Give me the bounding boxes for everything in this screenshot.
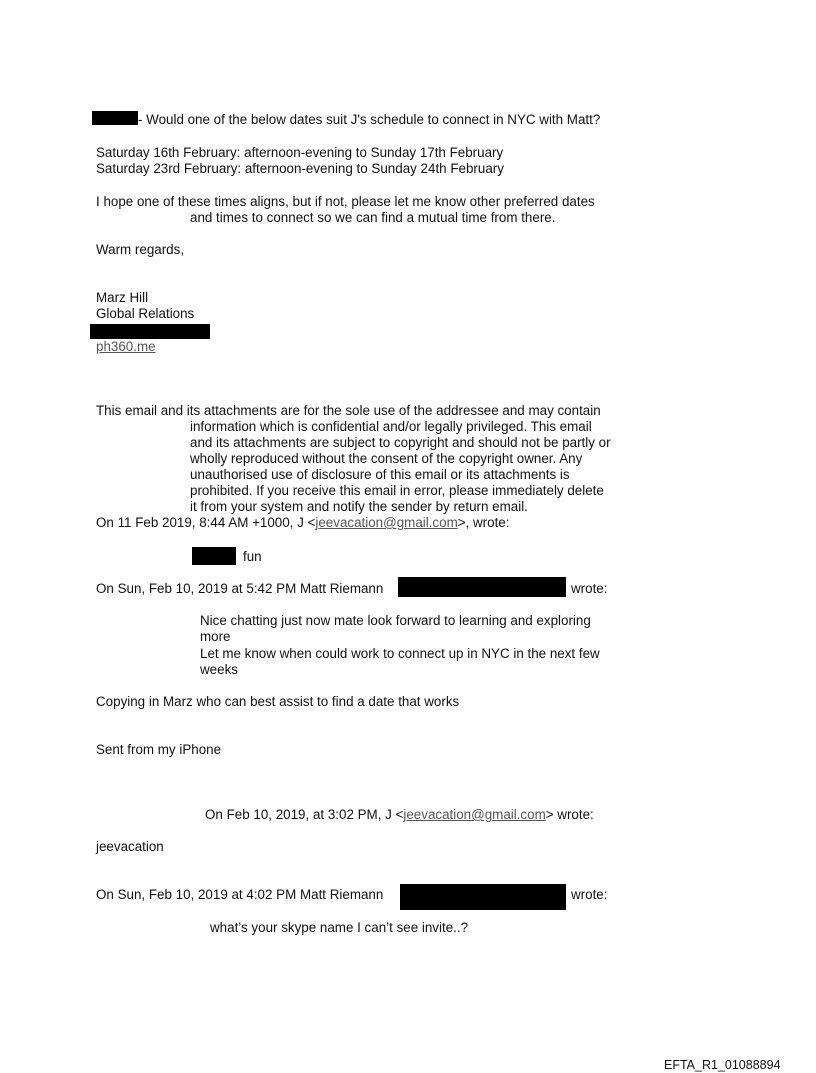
disclaimer-line: information which is confidential and/or legally privileged. This email bbox=[190, 419, 592, 434]
copying-text: Copying in Marz who can best assist to find a date that works bbox=[96, 694, 460, 709]
reply2-header-suffix: wrote: bbox=[571, 581, 608, 596]
reply1-prefix: On 11 Feb 2019, 8:44 AM +1000, J < bbox=[96, 515, 316, 530]
reply1-suffix: >, wrote: bbox=[457, 515, 510, 530]
reply4-body: what’s your skype name I can’t see invite..? bbox=[210, 920, 469, 935]
redaction-box bbox=[92, 111, 138, 125]
reply2-body-line: Nice chatting just now mate look forward to learning and exploring bbox=[200, 613, 591, 628]
reply2-body-line: more bbox=[200, 629, 231, 644]
hope-line-1: I hope one of these times aligns, but if not, please let me know other preferred dates bbox=[96, 194, 595, 209]
disclaimer-line-1: This email and its attachments are for the sole use of the addressee and may contain bbox=[96, 403, 601, 418]
reply3-email-link[interactable]: jeevacation@gmail.com bbox=[403, 807, 546, 822]
disclaimer-line: wholly reproduced without the consent of the copyright owner. Any bbox=[190, 451, 583, 466]
reply1-header bbox=[96, 515, 509, 531]
date-option-2: Saturday 23rd February: afternoon-evening to Sunday 24th February bbox=[96, 161, 504, 176]
disclaimer-line: and its attachments are subject to copyright and should not be partly or bbox=[190, 435, 611, 450]
reply3-body: jeevacation bbox=[96, 839, 164, 854]
reply3-header bbox=[205, 807, 594, 823]
disclaimer-line: it from your system and notify the sender by return email. bbox=[190, 499, 528, 514]
reply4-header-prefix: On Sun, Feb 10, 2019 at 4:02 PM Matt Riemann bbox=[96, 887, 384, 902]
date-option-1: Saturday 16th February: afternoon-evening to Sunday 17th February bbox=[96, 145, 504, 160]
redaction-box bbox=[90, 324, 210, 339]
disclaimer-line: unauthorised use of disclosure of this email or its attachments is bbox=[190, 467, 570, 482]
reply4-header-suffix: wrote: bbox=[571, 887, 608, 902]
redaction-box bbox=[400, 884, 566, 910]
signature-link[interactable]: ph360.me bbox=[96, 339, 156, 354]
signature-name: Marz Hill bbox=[96, 290, 149, 305]
reply2-body-line: Let me know when could work to connect up in NYC in the next few bbox=[200, 646, 600, 661]
intro-question: - Would one of the below dates suit J's schedule to connect in NYC with Matt? bbox=[138, 112, 601, 127]
sent-from-text: Sent from my iPhone bbox=[96, 742, 222, 757]
hope-line-2: and times to connect so we can find a mutual time from there. bbox=[190, 210, 556, 225]
redaction-box bbox=[398, 577, 566, 597]
closing-text: Warm regards, bbox=[96, 242, 185, 257]
reply2-header-prefix: On Sun, Feb 10, 2019 at 5:42 PM Matt Riemann bbox=[96, 581, 384, 596]
reply2-body-line: weeks bbox=[200, 662, 238, 677]
disclaimer-line: prohibited. If you receive this email in error, please immediately delete bbox=[190, 483, 604, 498]
reply1-body: fun bbox=[243, 549, 262, 564]
redaction-box bbox=[192, 547, 236, 565]
signature-title: Global Relations bbox=[96, 306, 195, 321]
document-id-footer: EFTA_R1_01088894 bbox=[664, 1058, 781, 1072]
reply1-email-link[interactable]: jeevacation@gmail.com bbox=[315, 515, 458, 530]
reply3-prefix: On Feb 10, 2019, at 3:02 PM, J < bbox=[205, 807, 404, 822]
reply3-suffix: > wrote: bbox=[545, 807, 594, 822]
